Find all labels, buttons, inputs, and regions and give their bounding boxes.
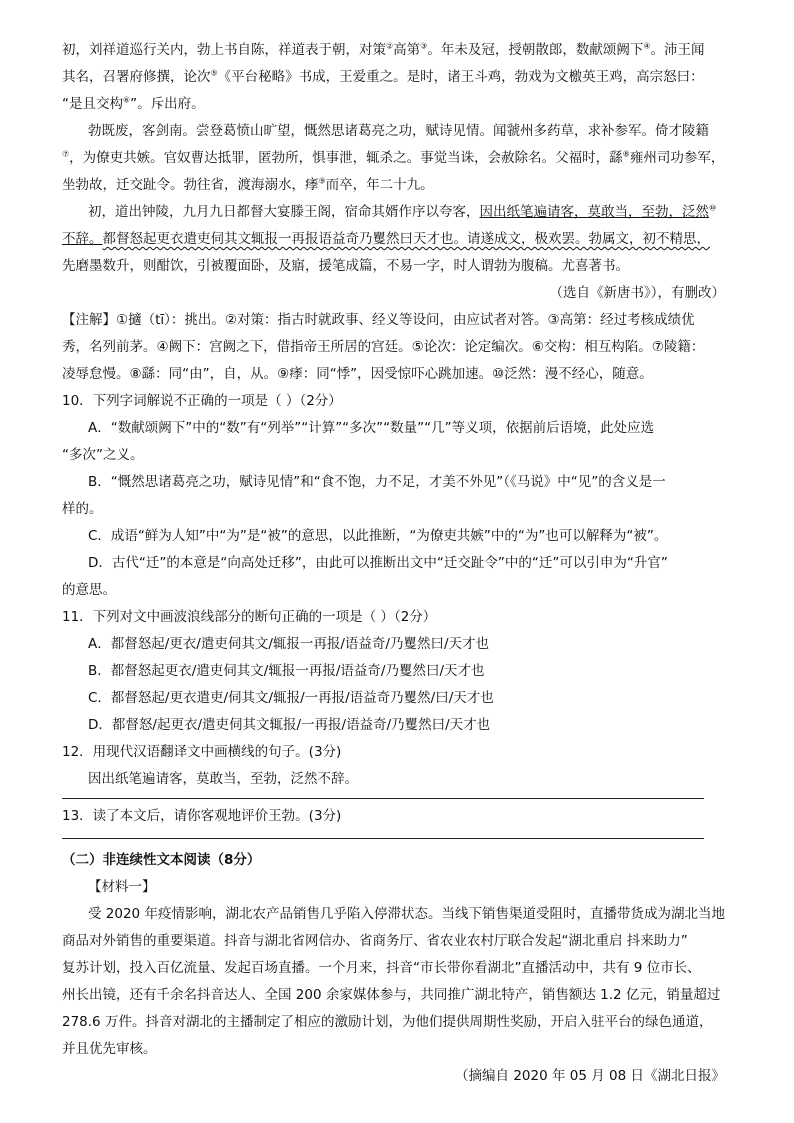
p2-line2: ⑦，为僚吏共嫉。官奴曹达抵罪，匿勃所，惧事泄，辄杀之。事觉当诛，会赦除名。父福时，繇⑧雍州司功参军，: [62, 149, 725, 166]
p2-line1: 勃既废，客剑南。尝登葛愤山旷望，慨然思诸葛亮之功，赋诗见情。闻虢州多药草，求补参军。倚才陵籍: [88, 123, 709, 139]
q10-option-c: C．成语“鲜为人知”中“为”是“被”的意思，以此推断，“为僚吏共嫉”中的“为”也可以解释为“被”。: [88, 528, 668, 544]
q12-sentence: 因出纸笔遍请客，莫敢当，至勃，泛然不辞。: [88, 771, 358, 787]
q11-option-c: C．都督怒起/更衣遣吏/伺其文/辄报/一再报/语益奇乃矍然/曰/天才也: [88, 690, 494, 706]
q10-option-b-line2: 样的。: [62, 501, 103, 517]
p3-line1: 初，道出钟陵，九月九日都督大宴滕王阁，宿命其婿作序以夸客，因出纸笔遍请客，莫敢当，至勃，泛然⑩: [88, 203, 717, 220]
material-line1: 受 2020 年疫情影响，湖北农产品销售几乎陷入停滞状态。当线下销售渠道受阻时，直播带货成为湖北当地: [88, 906, 725, 922]
material-one-label: 【材料一】: [88, 879, 156, 895]
p3-line3: 先磨墨数升，则酣饮，引被覆面卧，及寤，援笔成篇，不易一字，时人谓勃为腹稿。尤喜著书。: [62, 258, 629, 274]
q10-option-a-line1: A．“数献颂阙下”中的“数”有“列举”“计算”“多次”“数量”“几”等义项，依据前后语境，此处应选: [88, 420, 655, 436]
q11-stem: 11．下列对文中画波浪线部分的断句正确的一项是（ ）（2分）: [62, 609, 437, 625]
q12-stem: 12．用现代汉语翻译文中画横线的句子。(3分): [62, 744, 342, 760]
notes-line3: 凌辱怠慢。⑧繇：同“由”，自，从。⑨痵：同“悸”，因受惊吓心跳加速。⑩泛然：漫不经心，随意。: [62, 366, 653, 382]
q10-option-d-line2: 的意思。: [62, 582, 116, 598]
section2-title: （二）非连续性文本阅读（8分）: [62, 852, 261, 868]
material-line2: 商品对外销售的重要渠道。抖音与湖北省网信办、省商务厅、省农业农村厅联合发起“湖北重启 抖来助力”: [62, 933, 688, 949]
answer-line-q12: [62, 798, 704, 799]
q11-option-b: B．都督怒起更衣/遣吏伺其文/辄报一再报/语益奇/乃矍然曰/天才也: [88, 663, 485, 679]
notes-line2: 秀，名列前茅。④阙下：宫阙之下，借指帝王所居的宫廷。⑤论次：论定编次。⑥交构：相互构陷。⑦陵籍：: [62, 339, 705, 355]
q10-option-a-line2: “多次”之义。: [62, 447, 144, 463]
wavy-underlined-sentence: 都督怒起更衣遣吏伺其文辄报一再报语益奇乃矍然曰天才也。请遂成文，极欢罢。勃属文，初不精思，: [102, 231, 710, 247]
p1-line3: “是且交构⑥”。斥出府。: [62, 95, 205, 112]
answer-line-q13: [62, 838, 704, 839]
material-line5: 278.6 万件。抖音对湖北的主播制定了相应的激励计划，为他们提供周期性奖励，开启入驻平台的绿色通道，: [62, 1014, 713, 1030]
q10-stem: 10．下列字词解说不正确的一项是（ ）（2分）: [62, 393, 342, 409]
p1-line1: 初，刘祥道巡行关内，勃上书自陈，祥道表于朝，对策②高第③。年未及冠，授朝散郎，数献颂阙下④。沛王闻: [62, 41, 705, 58]
material-source: （摘编自 2020 年 05 月 08 日《湖北日报》: [455, 1068, 725, 1084]
q11-option-a: A．都督怒起/更衣/遣吏伺其文/辄报一再报/语益奇/乃矍然曰/天才也: [88, 636, 490, 652]
p1-line2: 其名，召署府修撰，论次⑤《平台秘略》书成，王爱重之。是时，诸王斗鸡，勃戏为文檄英王鸡，高宗怒曰：: [62, 68, 704, 85]
p3-source: （选自《新唐书》），有删改）: [549, 285, 725, 301]
underlined-sentence-part2: 不辞。: [62, 231, 103, 247]
material-line6: 并且优先审核。: [62, 1041, 157, 1057]
q10-option-d-line1: D．古代“迁”的本意是“向高处迁移”，由此可以推断出文中“迁交趾令”中的“迁”可以引申为“升官”: [88, 555, 668, 571]
p2-line3: 坐勃故，迁交趾令。勃往省，渡海溺水，痵⑨而卒，年二十九。: [62, 176, 434, 193]
notes-line1: 【注解】①擿（tī）：挑出。②对策：指古时就政事、经义等设问，由应试者对答。③高第：经过考核成绩优: [62, 312, 695, 328]
material-line4: 州长出镜，还有千余名抖音达人、全国 200 余家媒体参与，共同推广湖北特产，销售额达 1.2 亿元，销量超过: [62, 987, 721, 1003]
material-line3: 复苏计划，投入百亿流量、发起百场直播。一个月来，抖音“市长带你看湖北”直播活动中，共有 9 位市长、: [62, 960, 701, 976]
q13-stem: 13．读了本文后，请你客观地评价王勃。(3分): [62, 808, 342, 824]
p3-line2: [62, 229, 710, 249]
underlined-sentence-part1: 因出纸笔遍请客，莫敢当，至勃，泛然: [479, 204, 709, 220]
q10-option-b-line1: B．“慨然思诸葛亮之功，赋诗见情”和“食不饱，力不足，才美不外见”（《马说》中“见”的含义是一: [88, 474, 666, 490]
q11-option-d: D．都督怒/起更衣/遣吏伺其文辄报/一再报/语益奇/乃矍然曰/天才也: [88, 717, 491, 733]
